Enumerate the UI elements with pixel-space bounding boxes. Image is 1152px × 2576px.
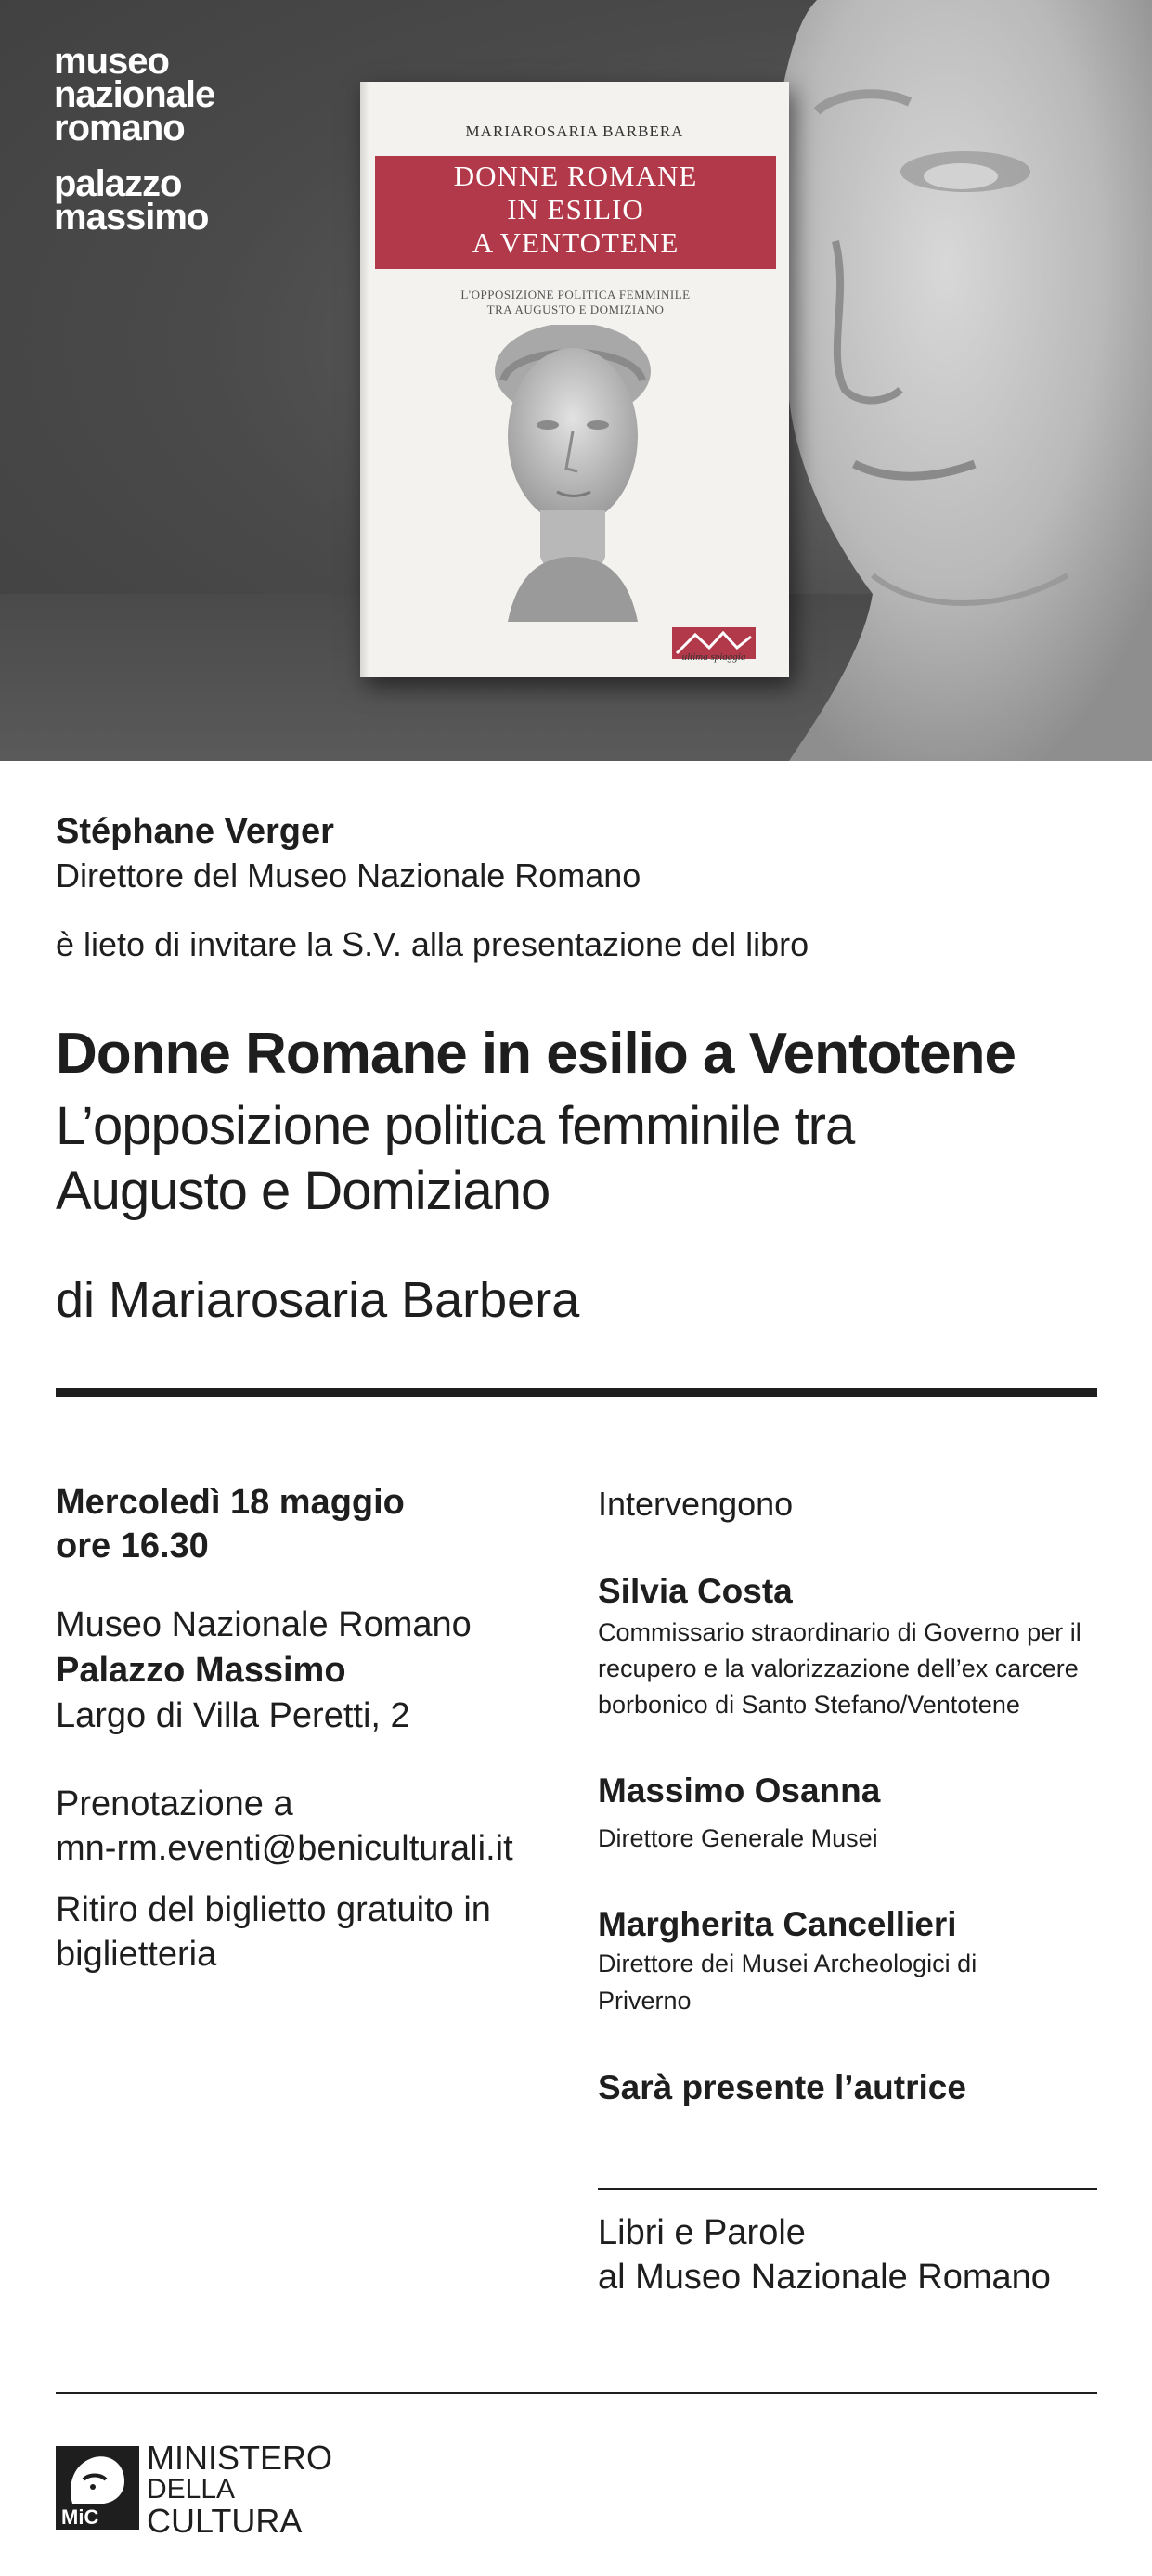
logo-line-nazionale: nazionale — [54, 74, 215, 115]
logo-line-massimo: massimo — [54, 197, 209, 238]
footer-divider — [56, 2392, 1097, 2394]
book-author: di Mariarosaria Barbera — [56, 1272, 580, 1328]
series-line2: al Museo Nazionale Romano — [598, 2258, 1051, 2297]
host-role: Direttore del Museo Nazionale Romano — [56, 857, 641, 895]
speaker-role-line: Direttore Generale Musei — [598, 1824, 878, 1852]
book-cover-publisher: ultima spiaggia — [681, 651, 746, 663]
ministry-logo — [56, 2446, 139, 2530]
speaker-role-line: borbonico di Santo Stefano/Ventotene — [598, 1691, 1020, 1719]
book-cover — [360, 82, 789, 677]
museum-logo — [54, 41, 215, 238]
mic-label: MiC — [61, 2505, 99, 2529]
author-presence-note: Sarà presente l’autrice — [598, 2068, 966, 2106]
book-spine — [360, 82, 369, 677]
booking-email[interactable]: mn-rm.eventi@beniculturali.it — [56, 1829, 513, 1868]
logo-line-romano: romano — [54, 108, 185, 148]
book-cover-title-line: DONNE ROMANE — [453, 160, 698, 192]
speaker-role-line: Commissario straordinario di Governo per il — [598, 1618, 1081, 1646]
marble-bust-image — [761, 0, 1152, 761]
ticket-line2: biglietteria — [56, 1935, 217, 1974]
ministry-line1: MINISTERO — [147, 2439, 333, 2477]
book-subtitle-line2: Augusto e Domiziano — [56, 1161, 550, 1221]
ministry-emblem-icon — [56, 2446, 139, 2530]
speaker-role-line: Priverno — [598, 1987, 692, 2015]
book-cover-subtitle-line: L'OPPOSIZIONE POLITICA FEMMINILE — [460, 288, 691, 302]
booking-label: Prenotazione a — [56, 1784, 293, 1823]
venue-line1: Museo Nazionale Romano — [56, 1605, 472, 1644]
event-date: Mercoledì 18 maggio — [56, 1483, 405, 1522]
speaker-name: Silvia Costa — [598, 1572, 793, 1610]
venue-line2: Palazzo Massimo — [56, 1651, 346, 1690]
ministry-name — [147, 2439, 333, 2540]
speaker-role-line: recupero e la valorizzazione dell’ex carcere — [598, 1655, 1079, 1682]
book-title: Donne Romane in esilio a Ventotene — [56, 1022, 1016, 1086]
logo-line-museo: museo — [54, 41, 169, 82]
logo-line-palazzo: palazzo — [54, 163, 182, 204]
invite-text: è lieto di invitare la S.V. alla presentazione del libro — [56, 925, 809, 963]
book-cover-author: MARIAROSARIA BARBERA — [465, 122, 684, 140]
series-divider — [598, 2188, 1097, 2190]
venue-line3: Largo di Villa Peretti, 2 — [56, 1696, 410, 1735]
book-cover-title-line: IN ESILIO — [507, 193, 644, 225]
event-time: ore 16.30 — [56, 1526, 209, 1565]
ticket-line1: Ritiro del biglietto gratuito in — [56, 1890, 491, 1929]
speaker-name: Margherita Cancellieri — [598, 1905, 957, 1943]
speaker-role-line: Direttore dei Musei Archeologici di — [598, 1950, 977, 1977]
hero-image — [0, 0, 1152, 761]
ministry-line3: CULTURA — [147, 2502, 303, 2540]
book-cover-title-line: A VENTOTENE — [472, 226, 680, 259]
book-cover-subtitle — [375, 288, 776, 317]
book-cover-bust-image — [485, 325, 661, 622]
series-line1: Libri e Parole — [598, 2213, 806, 2252]
section-divider — [56, 1388, 1097, 1397]
speaker-name: Massimo Osanna — [598, 1771, 881, 1810]
book-cover-title — [375, 160, 776, 260]
book-cover-subtitle-line: TRA AUGUSTO E DOMIZIANO — [486, 303, 665, 316]
ministry-line2: DELLA — [147, 2474, 236, 2505]
speakers-heading: Intervengono — [598, 1485, 794, 1523]
host-name: Stéphane Verger — [56, 812, 334, 851]
book-subtitle-line1: L’opposizione politica femminile tra — [56, 1096, 855, 1156]
